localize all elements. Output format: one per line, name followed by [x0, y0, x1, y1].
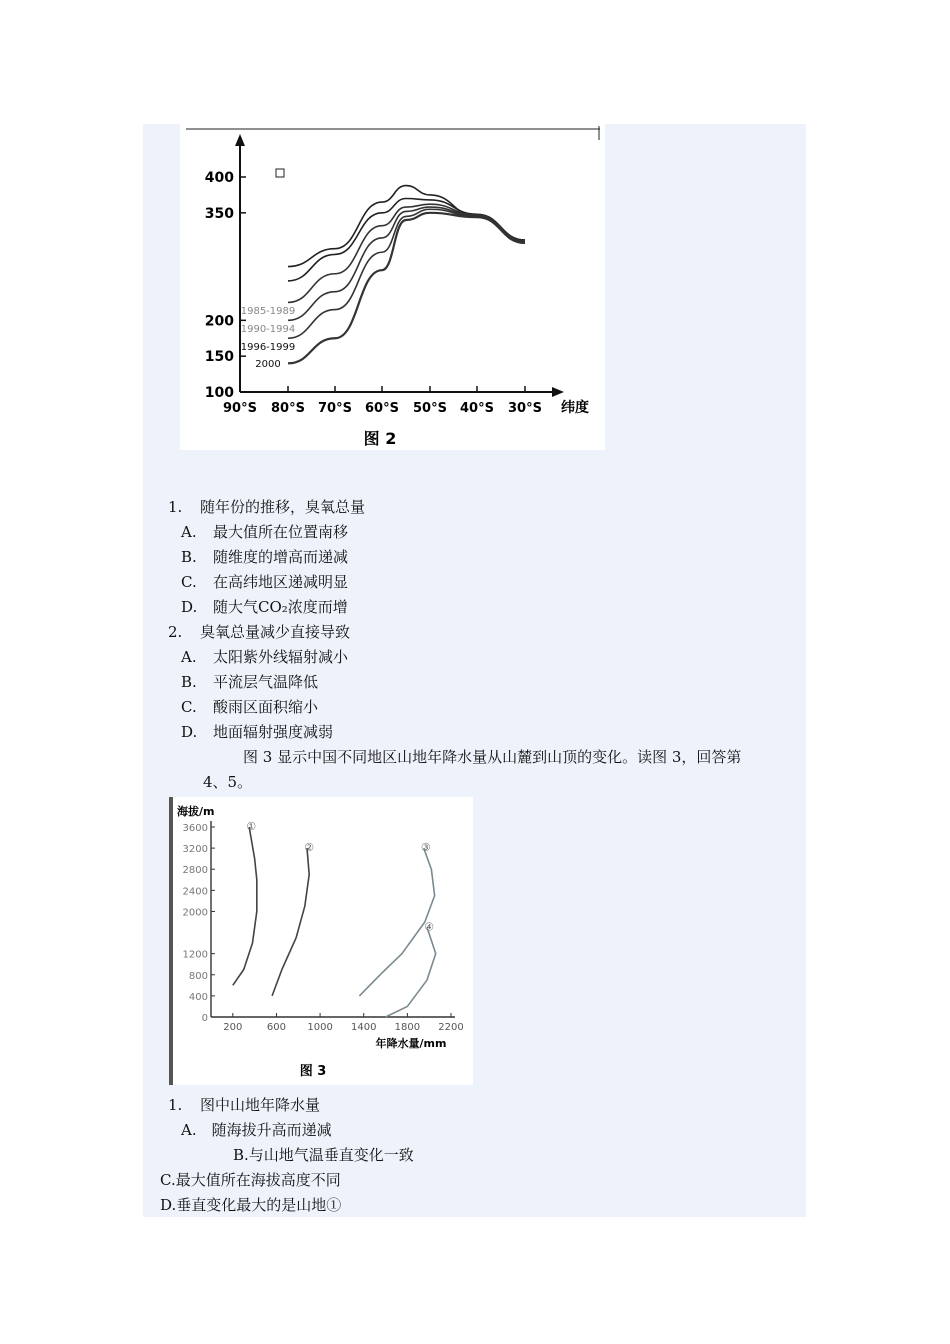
- y-tick-label: 0: [201, 1013, 208, 1024]
- x-tick-label: 1400: [351, 1022, 377, 1033]
- figure-3-ylabel: 海拔/m: [177, 805, 215, 818]
- x-tick-label: 200: [223, 1022, 243, 1033]
- figure-3-xlabel: 年降水量/mm: [375, 1037, 447, 1050]
- y-tick-label: 100: [204, 385, 234, 401]
- y-tick-label: 3200: [182, 844, 208, 856]
- figure-3-series: [233, 827, 436, 1017]
- q3-option-b[interactable]: B.与山地气温垂直变化一致: [233, 1146, 414, 1164]
- figure-2: [180, 124, 605, 450]
- x-tick-label: 90°S: [223, 401, 257, 416]
- question-3-stem: 图中山地年降水量: [200, 1096, 321, 1114]
- q2-option-c[interactable]: [181, 697, 318, 717]
- y-tick-label: 200: [204, 313, 234, 330]
- question-1-number: 1.: [168, 498, 183, 516]
- legend-entry: 1990-1994: [240, 324, 296, 335]
- q2-option-a-text: 太阳紫外线辐射减小: [213, 648, 349, 666]
- figure-2-series: [288, 186, 525, 364]
- x-tick-label: 30°S: [508, 401, 542, 416]
- x-tick-label: 600: [266, 1022, 287, 1033]
- q2-option-d-text: 地面辐射强度减弱: [213, 723, 334, 741]
- q1-option-d-text: 随大气CO₂浓度而增: [213, 598, 348, 616]
- q1-option-b[interactable]: [181, 547, 348, 567]
- q1-option-a[interactable]: [181, 522, 348, 542]
- y-tick-label: 2400: [182, 886, 208, 898]
- q2-option-b[interactable]: [181, 672, 318, 692]
- figure-2-labels: [205, 170, 589, 416]
- x-tick-label: 1000: [307, 1022, 333, 1033]
- q1-option-b-text: 随维度的增高而递减: [213, 548, 349, 566]
- q3-option-d[interactable]: D.垂直变化最大的是山地①: [160, 1196, 342, 1214]
- y-tick-label: 400: [204, 170, 234, 186]
- legend-entry: 1985-1989: [240, 306, 296, 317]
- mountain-marker: ②: [304, 841, 314, 855]
- legend-entry: 1996-1999: [240, 342, 296, 353]
- y-tick-label: 400: [188, 991, 208, 1003]
- left-scan-edge: [169, 797, 173, 1085]
- q2-option-a[interactable]: [181, 647, 348, 667]
- mountain-marker: ①: [246, 820, 257, 833]
- x-tick-label: 2200: [438, 1022, 464, 1033]
- q3-option-a[interactable]: A. 随海拔升高而递减: [181, 1121, 332, 1139]
- small-square-marker: [276, 169, 284, 177]
- question-2-number: 2.: [168, 623, 183, 641]
- figure-2-chart: [180, 124, 605, 450]
- question-1: [168, 497, 365, 517]
- y-tick-label: 2000: [182, 907, 208, 919]
- x-axis-arrow: [552, 387, 564, 397]
- x-tick-label: 1800: [394, 1022, 421, 1033]
- ozone-series-line: [288, 213, 525, 364]
- q2-option-c-text: 酸雨区面积缩小: [213, 698, 319, 716]
- q1-option-a-label: A.: [181, 523, 197, 541]
- y-tick-label: 1200: [182, 949, 208, 961]
- figure-3-chart: [169, 797, 473, 1085]
- q1-option-c-label: C.: [181, 573, 197, 591]
- legend-entry: 2000: [255, 359, 281, 370]
- figure-3-axes: [211, 821, 455, 1017]
- y-axis-arrow: [235, 134, 245, 146]
- question-3-number: 1.: [168, 1096, 183, 1114]
- q1-option-c[interactable]: [181, 572, 348, 592]
- q1-option-d[interactable]: [181, 597, 348, 617]
- q1-option-d-label: D.: [181, 598, 198, 616]
- figure-2-caption: 图 2: [363, 429, 397, 448]
- question-2-stem: 臭氧总量减少直接导致: [200, 623, 351, 641]
- q2-option-a-label: A.: [181, 648, 197, 666]
- y-tick-label: 350: [204, 205, 234, 222]
- x-tick-label: 40°S: [460, 401, 494, 416]
- q2-option-d-label: D.: [181, 723, 198, 741]
- y-tick-label: 2800: [182, 865, 208, 877]
- intro-line-2: 4、5。: [203, 773, 253, 791]
- q1-option-c-text: 在高纬地区递减明显: [213, 573, 349, 591]
- y-tick-label: 150: [204, 349, 234, 366]
- intro-line-1: 图 3 显示中国不同地区山地年降水量从山麓到山顶的变化。读图 3，回答第: [243, 748, 742, 766]
- x-tick-label: 50°S: [413, 401, 447, 416]
- x-tick-label: 80°S: [271, 401, 305, 416]
- figure-3-caption: 图 3: [299, 1064, 327, 1079]
- q3-option-c[interactable]: C.最大值所在海拔高度不同: [160, 1171, 341, 1189]
- ozone-series-line: [288, 209, 525, 338]
- x-axis-label: 纬度: [561, 400, 589, 416]
- question-3: [168, 1095, 320, 1115]
- precipitation-curve: [272, 848, 309, 996]
- question-2: [168, 622, 350, 642]
- mountain-marker: ③: [420, 841, 431, 855]
- x-tick-label: 70°S: [318, 401, 352, 416]
- question-1-stem: 随年份的推移，臭氧总量: [200, 498, 366, 516]
- ozone-series-line: [288, 207, 525, 320]
- q2-option-b-text: 平流层气温降低: [213, 673, 319, 691]
- q1-option-a-text: 最大值所在位置南移: [213, 523, 349, 541]
- mountain-marker: ④: [424, 920, 434, 934]
- q2-option-d[interactable]: [181, 722, 333, 742]
- q2-option-b-label: B.: [181, 673, 197, 691]
- q2-option-c-label: C.: [181, 698, 197, 716]
- q1-option-b-label: B.: [181, 548, 197, 566]
- precipitation-curve: [233, 827, 257, 985]
- x-tick-label: 60°S: [365, 401, 399, 416]
- y-tick-label: 3600: [182, 823, 208, 834]
- figure-3: [169, 797, 473, 1085]
- y-tick-label: 800: [188, 970, 208, 982]
